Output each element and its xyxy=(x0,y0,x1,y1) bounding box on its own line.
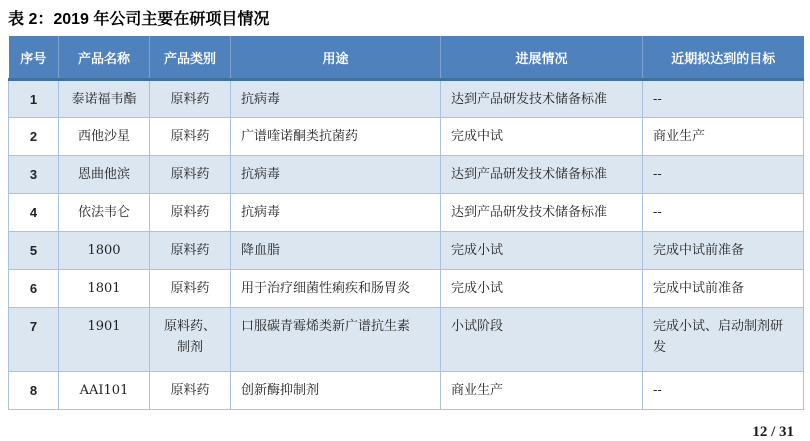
cell-product-name: 1801 xyxy=(59,270,150,308)
cell-use: 用于治疗细菌性痢疾和肠胃炎 xyxy=(231,270,441,308)
cell-use: 口服碳青霉烯类新广谱抗生素 xyxy=(231,308,441,372)
cell-serial: 8 xyxy=(9,372,59,410)
cell-use: 抗病毒 xyxy=(231,156,441,194)
cell-product-name: 依法韦仑 xyxy=(59,194,150,232)
table-row xyxy=(9,270,804,308)
cell-goal: 完成小试、启动制剂研发 xyxy=(643,308,804,372)
cell-product-category: 原料药 xyxy=(150,80,231,118)
table-row xyxy=(9,372,804,410)
cell-serial: 4 xyxy=(9,194,59,232)
cell-product-name: 恩曲他滨 xyxy=(59,156,150,194)
cell-progress: 达到产品研发技术储备标准 xyxy=(441,156,643,194)
table-caption: 表 2：2019 年公司主要在研项目情况 xyxy=(8,11,270,28)
table-row xyxy=(9,80,804,118)
cell-product-category: 原料药、制剂 xyxy=(150,308,231,372)
cell-progress: 达到产品研发技术储备标准 xyxy=(441,194,643,232)
cell-serial: 3 xyxy=(9,156,59,194)
header-product-category: 产品类别 xyxy=(150,36,231,80)
cell-product-category: 原料药 xyxy=(150,156,231,194)
header-goal: 近期拟达到的目标 xyxy=(643,36,804,80)
cell-goal: 商业生产 xyxy=(643,118,804,156)
header-progress: 进展情况 xyxy=(441,36,643,80)
page-number: 12 / 31 xyxy=(752,424,794,440)
cell-goal: -- xyxy=(643,194,804,232)
cell-product-category: 原料药 xyxy=(150,194,231,232)
cell-progress: 完成小试 xyxy=(441,232,643,270)
cell-goal: 完成中试前准备 xyxy=(643,270,804,308)
table-header-row xyxy=(9,36,804,80)
cell-product-category: 原料药 xyxy=(150,118,231,156)
table-row xyxy=(9,308,804,372)
header-serial: 序号 xyxy=(9,36,59,80)
cell-progress: 完成小试 xyxy=(441,270,643,308)
table-row xyxy=(9,118,804,156)
cell-use: 广谱喹诺酮类抗菌药 xyxy=(231,118,441,156)
cell-progress: 小试阶段 xyxy=(441,308,643,372)
cell-goal: -- xyxy=(643,80,804,118)
header-use: 用途 xyxy=(231,36,441,80)
cell-use: 抗病毒 xyxy=(231,194,441,232)
cell-serial: 2 xyxy=(9,118,59,156)
header-product-name: 产品名称 xyxy=(59,36,150,80)
cell-product-name: 1800 xyxy=(59,232,150,270)
cell-progress: 商业生产 xyxy=(441,372,643,410)
table-row xyxy=(9,194,804,232)
cell-serial: 6 xyxy=(9,270,59,308)
cell-goal: -- xyxy=(643,372,804,410)
cell-serial: 5 xyxy=(9,232,59,270)
table-row xyxy=(9,156,804,194)
cell-product-category: 原料药 xyxy=(150,270,231,308)
cell-use: 抗病毒 xyxy=(231,80,441,118)
cell-product-name: 西他沙星 xyxy=(59,118,150,156)
cell-serial: 1 xyxy=(9,80,59,118)
cell-product-category: 原料药 xyxy=(150,372,231,410)
cell-use: 降血脂 xyxy=(231,232,441,270)
table-row xyxy=(9,232,804,270)
cell-serial: 7 xyxy=(9,308,59,372)
cell-goal: 完成中试前准备 xyxy=(643,232,804,270)
cell-progress: 达到产品研发技术储备标准 xyxy=(441,80,643,118)
cell-progress: 完成中试 xyxy=(441,118,643,156)
cell-goal: -- xyxy=(643,156,804,194)
cell-product-name: AAI101 xyxy=(59,372,150,410)
cell-product-category: 原料药 xyxy=(150,232,231,270)
cell-product-name: 1901 xyxy=(59,308,150,372)
cell-use: 创新酶抑制剂 xyxy=(231,372,441,410)
cell-product-name: 泰诺福韦酯 xyxy=(59,80,150,118)
rnd-projects-table xyxy=(8,36,804,410)
